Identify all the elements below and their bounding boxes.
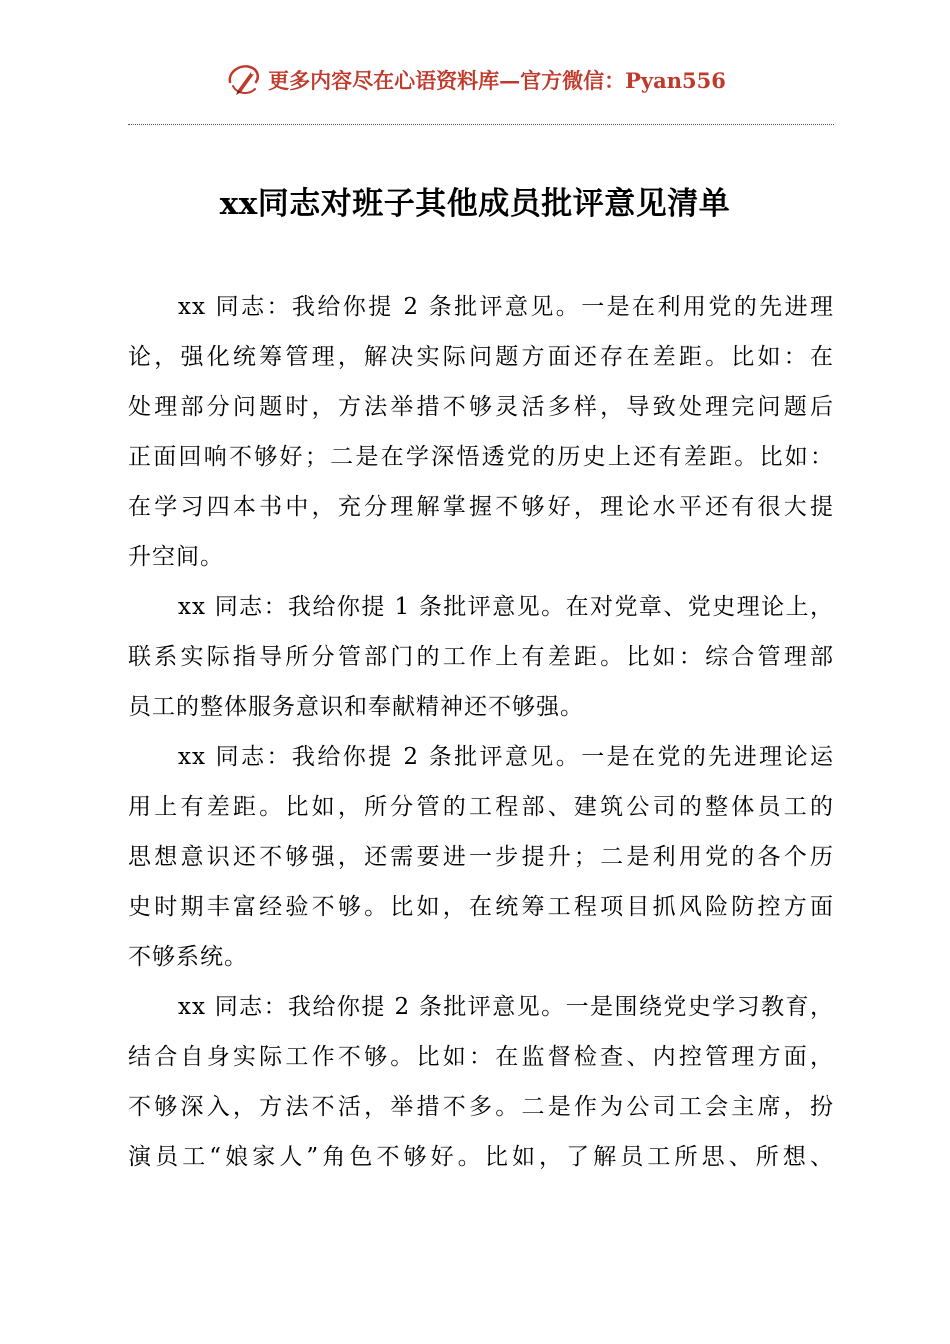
paragraph-2-line-2: 联系实际指导所分管部门的工作上有差距。比如：综合管理部: [128, 644, 834, 670]
paragraph-1-line-1: xx 同志：我给你提 2 条批评意见。一是在利用党的先进理: [178, 294, 834, 320]
paragraph-1-line-3: 处理部分问题时，方法举措不够灵活多样，导致处理完问题后: [128, 394, 834, 420]
paragraph-3-line-2: 用上有差距。比如，所分管的工程部、建筑公司的整体员工的: [128, 794, 834, 820]
paragraph-1-line-5: 在学习四本书中，充分理解掌握不够好，理论水平还有很大提: [128, 494, 834, 520]
document-title: xx同志对班子其他成员批评意见清单: [219, 186, 731, 222]
paragraph-3-line-3: 思想意识还不够强，还需要进一步提升；二是利用党的各个历: [128, 844, 834, 870]
paragraph-1-line-4: 正面回响不够好；二是在学深悟透党的历史上还有差距。比如：: [128, 444, 834, 470]
paragraph-2-line-3: 员工的整体服务意识和奉献精神还不够强。: [128, 694, 584, 720]
paragraph-3-line-1: xx 同志：我给你提 2 条批评意见。一是在党的先进理论运: [178, 744, 834, 770]
paragraph-3-line-5: 不够系统。: [128, 944, 248, 970]
paragraph-4-line-2: 结合自身实际工作不够。比如：在监督检查、内控管理方面，: [128, 1044, 834, 1070]
paragraph-2-line-1: xx 同志：我给你提 1 条批评意见。在对党章、党史理论上，: [178, 594, 834, 620]
paragraph-1-line-6: 升空间。: [128, 544, 224, 570]
watermark-header: [0, 58, 950, 102]
header-divider: [128, 124, 834, 125]
watermark-header-text: 更多内容尽在心语资料库—官方微信：Pyan556: [268, 68, 726, 93]
pen-nib-swirl-logo-icon: [224, 60, 264, 100]
paragraph-4-line-3: 不够深入，方法不活，举措不多。二是作为公司工会主席，扮: [128, 1094, 834, 1120]
paragraph-1-line-2: 论，强化统筹管理，解决实际问题方面还存在差距。比如：在: [128, 344, 834, 370]
document-body: [128, 282, 834, 1182]
paragraph-3-line-4: 史时期丰富经验不够。比如，在统筹工程项目抓风险防控方面: [128, 894, 834, 920]
paragraph-4-line-4: 演员工“娘家人”角色不够好。比如，了解员工所思、所想、: [128, 1144, 834, 1170]
paragraph-4-line-1: xx 同志：我给你提 2 条批评意见。一是围绕党史学习教育，: [178, 994, 834, 1020]
